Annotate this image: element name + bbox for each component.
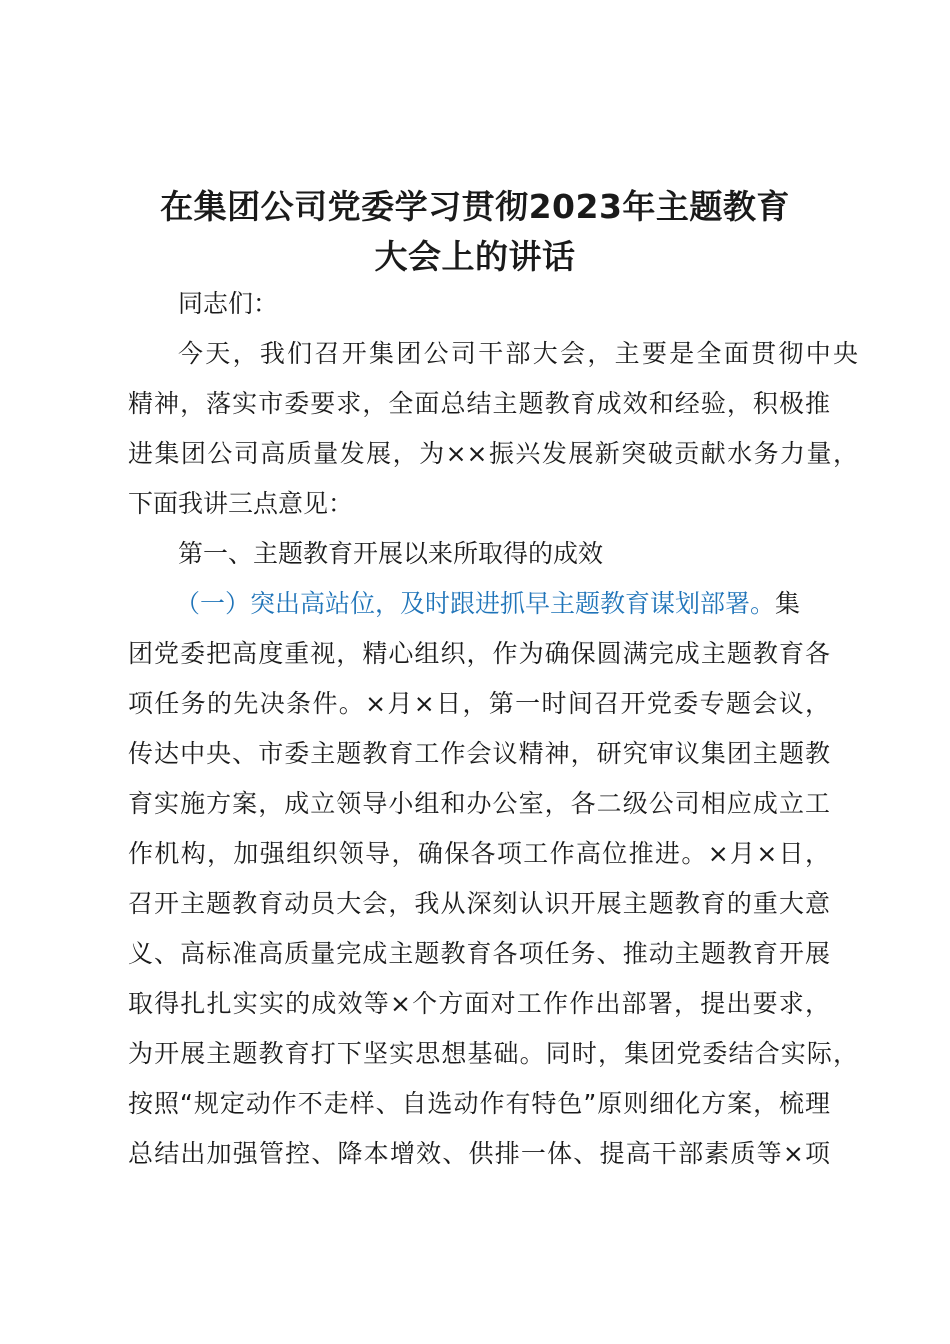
intro-line: 精神，落实市委要求，全面总结主题教育成效和经验，积极推: [128, 389, 830, 418]
document-title-line-1: 在集团公司党委学习贯彻2023年主题教育: [160, 187, 790, 226]
body-line: 为开展主题教育打下坚实思想基础。同时，集团党委结合实际，: [128, 1039, 858, 1068]
subheading-tail: 集: [775, 589, 801, 618]
intro-line: 今天，我们召开集团公司干部大会，主要是全面贯彻中央: [178, 339, 858, 368]
body-line: 按照“规定动作不走样、自选动作有特色”原则细化方案，梳理: [128, 1089, 830, 1118]
body-line: 取得扎扎实实的成效等×个方面对工作作出部署，提出要求，: [128, 989, 830, 1018]
body-line: 总结出加强管控、降本增效、供排一体、提高干部素质等×项: [128, 1139, 830, 1168]
subheading-line: [175, 586, 835, 622]
body-line: 项任务的先决条件。×月×日，第一时间召开党委专题会议，: [128, 689, 830, 718]
document-title-line-2: 大会上的讲话: [374, 237, 576, 276]
intro-line: 下面我讲三点意见：: [128, 489, 354, 518]
section-heading: 第一、主题教育开展以来所取得的成效: [178, 539, 604, 568]
body-line: 义、高标准高质量完成主题教育各项任务、推动主题教育开展: [128, 939, 830, 968]
body-line: 传达中央、市委主题教育工作会议精神，研究审议集团主题教: [128, 739, 830, 768]
body-line: 作机构，加强组织领导，确保各项工作高位推进。×月×日，: [128, 839, 830, 868]
body-line: 团党委把高度重视，精心组织，作为确保圆满完成主题教育各: [128, 639, 830, 668]
salutation: 同志们：: [178, 289, 279, 318]
intro-line: 进集团公司高质量发展，为××振兴发展新突破贡献水务力量，: [128, 439, 858, 468]
body-line: 召开主题教育动员大会，我从深刻认识开展主题教育的重大意: [128, 889, 830, 918]
subheading-blue: （一）突出高站位，及时跟进抓早主题教育谋划部署。: [175, 589, 776, 618]
body-line: 育实施方案，成立领导小组和办公室，各二级公司相应成立工: [128, 789, 830, 818]
